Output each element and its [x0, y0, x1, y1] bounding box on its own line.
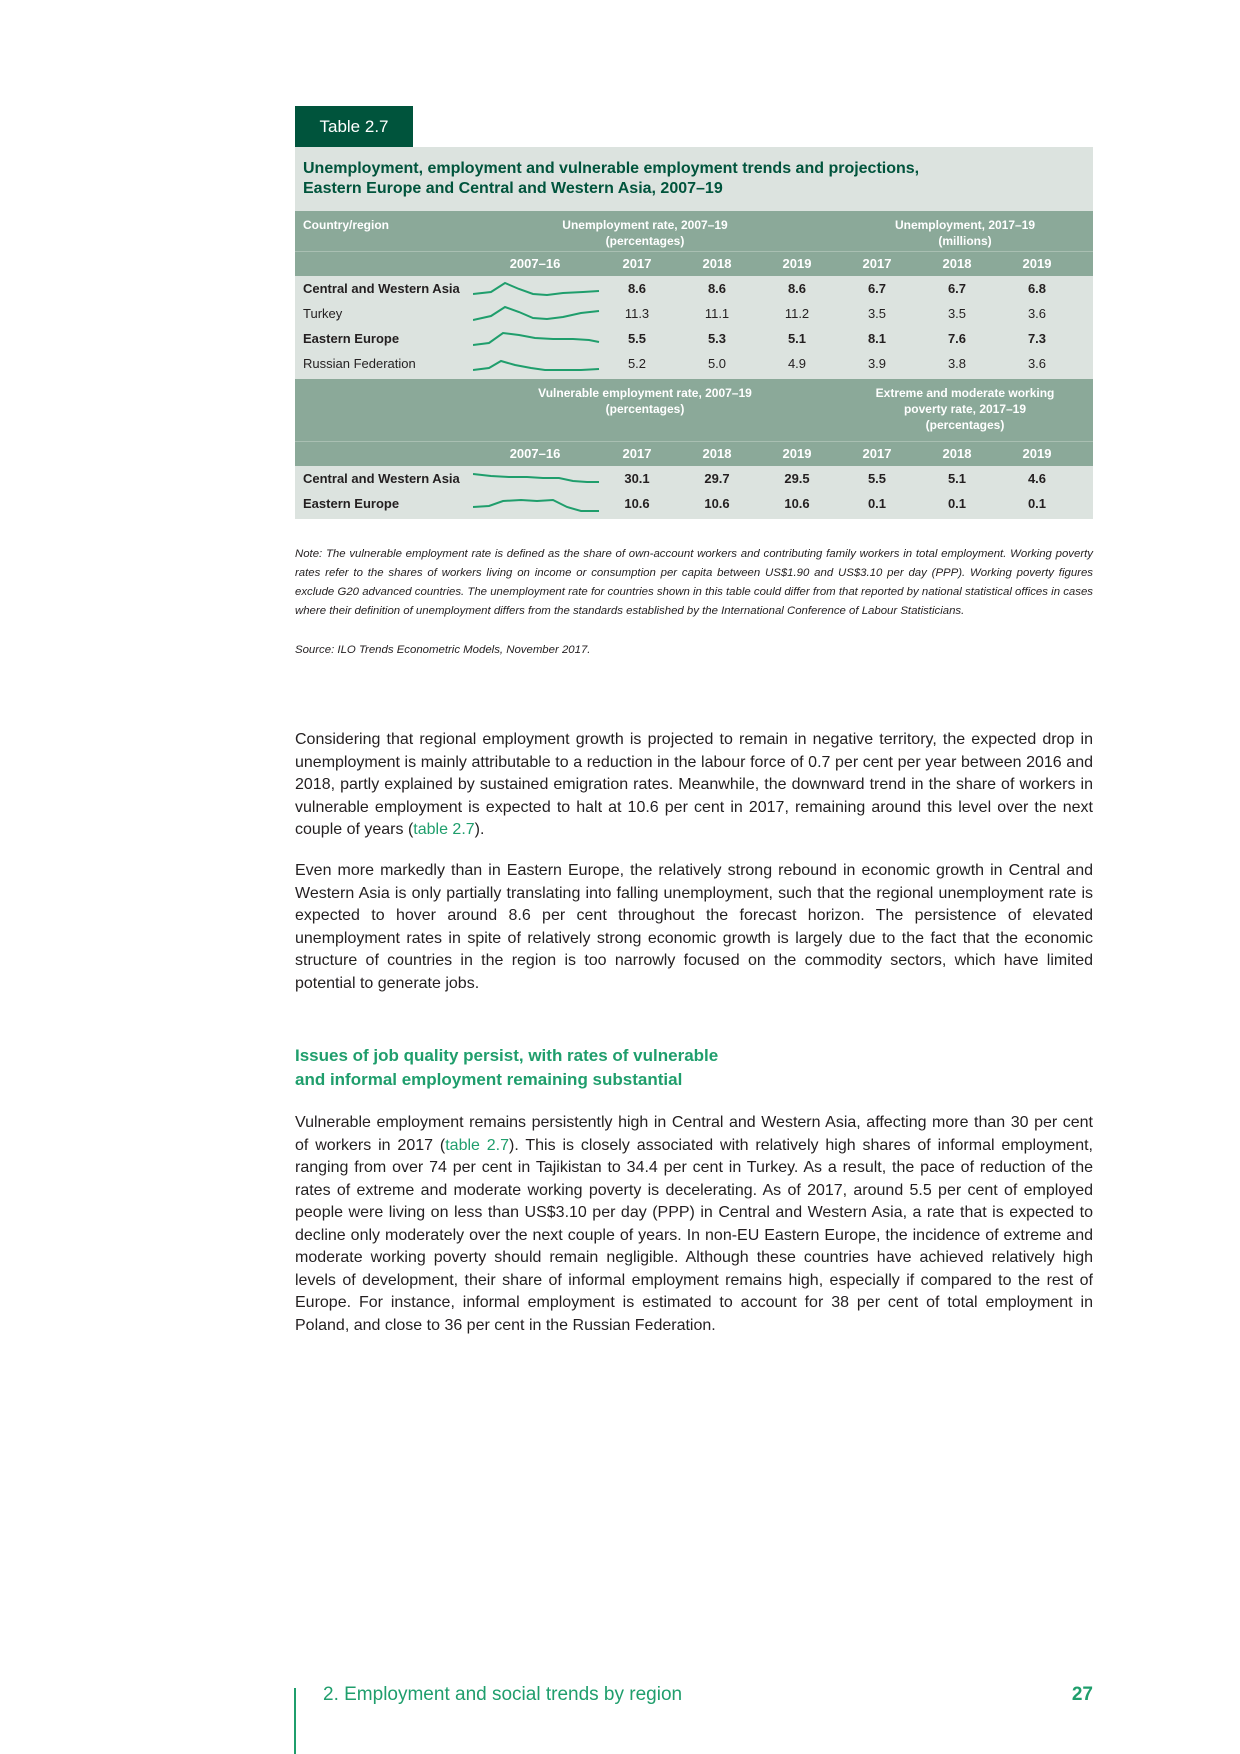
header-working-poverty: Extreme and moderate working poverty rate, 2017–19 (percentages) [875, 386, 1055, 432]
year-col: 2017 [862, 446, 892, 461]
table-row: Central and Western Asia 8.6 8.6 8.6 6.7 6.7 6.8 [295, 276, 1093, 301]
table-body-2 [295, 466, 1093, 519]
table-row: Eastern Europe 10.6 10.6 10.6 0.1 0.1 0.1 [295, 491, 1093, 516]
year-col: 2007–16 [509, 256, 561, 271]
paragraph-1: Considering that regional employment growth is projected to remain in negative territory, the expected drop in unemployment is mainly attributable to a reduction in the labour force of 0.7 per cent per year between 2016 and 2018, partly explained by sustained emigration rates. Meanwhile, the downward trend in the share of workers in vulnerable employment is expected to halt at 10.6 per cent in 2017, remaining around this level over the next couple of years (table 2.7). [295, 731, 1093, 838]
year-col: 2018 [702, 256, 732, 271]
table-link[interactable]: table 2.7 [413, 821, 475, 838]
table-year-row-2 [295, 441, 1093, 466]
table-header-unemployment [295, 211, 1093, 251]
sparkline [473, 493, 603, 515]
page-number: 27 [1071, 1684, 1093, 1705]
header-unemployment-millions: Unemployment, 2017–19 (millions) [894, 218, 1036, 248]
year-col: 2019 [782, 446, 812, 461]
year-col: 2017 [622, 256, 652, 271]
table-row: Eastern Europe 5.5 5.3 5.1 8.1 7.6 7.3 [295, 326, 1093, 351]
data-table [295, 147, 1093, 519]
year-col: 2017 [622, 446, 652, 461]
header-vulnerable-rate: Vulnerable employment rate, 2007–19 (percentages) [538, 386, 752, 416]
year-col: 2017 [862, 256, 892, 271]
table-row: Russian Federation 5.2 5.0 4.9 3.9 3.8 3.6 [295, 351, 1093, 376]
sparkline [473, 278, 603, 300]
table-row: Turkey 11.3 11.1 11.2 3.5 3.5 3.6 [295, 301, 1093, 326]
table-title: Unemployment, employment and vulnerable employment trends and projections, Eastern Europe and Central and Western Asia, 2007–19 [295, 147, 1093, 211]
table-note: Note: The vulnerable employment rate is defined as the share of own-account workers and contributing family workers in total employment. Working poverty rates refer to the shares of workers living on income or consumption per capita between US$1.90 and US$3.10 per day (PPP). Working poverty figures exclude G20 advanced countries. The unemployment rate for countries shown in this table could differ from that reported by national statistical offices in cases where their definition of unemployment differs from the standards established by the International Conference of Labour Statisticians. [295, 548, 1093, 617]
table-body-1 [295, 276, 1093, 379]
table-row: Central and Western Asia 30.1 29.7 29.5 5.5 5.1 4.6 [295, 466, 1093, 491]
sparkline [473, 303, 603, 325]
sparkline [473, 353, 603, 375]
table-year-row-1 [295, 251, 1093, 276]
table-source: Source: ILO Trends Econometric Models, November 2017. [295, 644, 591, 656]
section-heading: Issues of job quality persist, with rates of vulnerable and informal employment remaining substantial [295, 1046, 719, 1089]
table-header-vulnerable [295, 379, 1093, 441]
year-col: 2019 [782, 256, 812, 271]
footer-divider [294, 1688, 296, 1754]
paragraph-3: Vulnerable employment remains persistently high in Central and Western Asia, affecting more than 30 per cent of workers in 2017 (table 2.7). This is closely associated with relatively high shares of informal employment, ranging from over 74 per cent in Tajikistan to 34.4 per cent in Turkey. As a result, the pace of reduction of the rates of extreme and moderate working poverty is decelerating. As of 2017, around 5.5 per cent of employed people were living on less than US$3.10 per day (PPP) in Central and Western Asia, a rate that is expected to decline only moderately over the next couple of years. In non-EU Eastern Europe, the incidence of extreme and moderate working poverty should remain negligible. Although these countries have achieved relatively high levels of development, their share of informal employment remains high, especially if compared to the rest of Europe. For instance, informal employment is estimated to account for 38 per cent of total employment in Poland, and close to 36 per cent in the Russian Federation. [295, 1114, 1093, 1334]
year-col: 2018 [942, 256, 972, 271]
header-unemployment-rate: Unemployment rate, 2007–19 (percentages) [562, 218, 728, 248]
sparkline [473, 468, 603, 490]
year-col: 2018 [942, 446, 972, 461]
footer-chapter: 2. Employment and social trends by region [323, 1684, 683, 1705]
year-col: 2019 [1022, 446, 1052, 461]
year-col: 2019 [1022, 256, 1052, 271]
header-country-region: Country/region [303, 218, 389, 232]
paragraph-2: Even more markedly than in Eastern Europe, the relatively strong rebound in economic growth in Central and Western Asia is only partially translating into falling unemployment, such that the regional unemployment rate is expected to hover around 8.6 per cent throughout the forecast horizon. The persistence of elevated unemployment rates in spite of relatively strong economic growth is largely due to the fact that the economic structure of countries in the region is too narrowly focused on the commodity sectors, which have limited potential to generate jobs. [295, 862, 1093, 992]
table-link[interactable]: table 2.7 [445, 1136, 510, 1154]
year-col: 2007–16 [509, 446, 561, 461]
table-number-tag: Table 2.7 [295, 106, 413, 147]
sparkline [473, 328, 603, 350]
year-col: 2018 [702, 446, 732, 461]
